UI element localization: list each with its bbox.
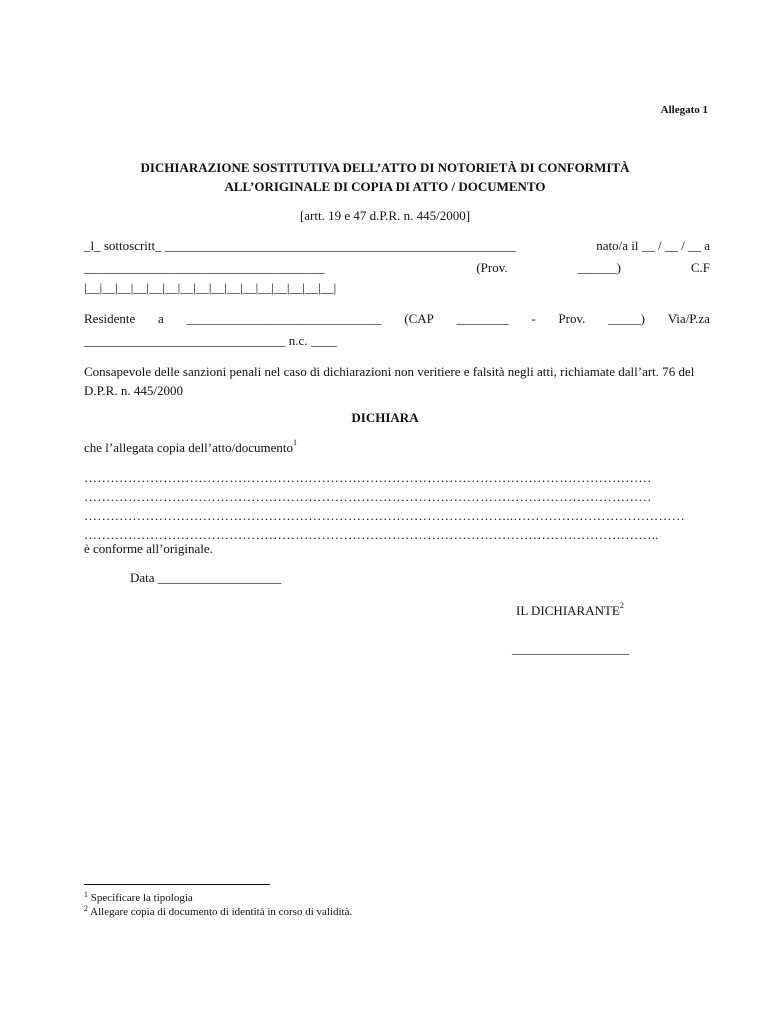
- allegata-copia-text: che l’allegata copia dell’atto/documento: [84, 440, 293, 455]
- luogo-nascita-field[interactable]: _____________________________________: [84, 260, 325, 275]
- dash-separator: -: [531, 311, 536, 326]
- data-field[interactable]: Data ___________________: [130, 570, 282, 585]
- cap-field[interactable]: ________: [456, 311, 509, 326]
- consapevole-paragraph: Consapevole delle sanzioni penali nel caso di dichiarazioni non veritiere e falsità negli atti, richiamate dall’art. 76 del D.P.R. n. 445/2000: [84, 364, 695, 398]
- footnote-2-text: Allegare copia di documento di identità in corso di validità.: [90, 906, 353, 918]
- dichiarante-label-line: [516, 603, 624, 619]
- form-row-sottoscritto: [84, 238, 710, 254]
- footnote-1-text: Specificare la tipologia: [90, 892, 193, 904]
- document-title-line1: DICHIARAZIONE SOSTITUTIVA DELL’ATTO DI NOTORIETÀ DI CONFORMITÀ: [140, 160, 630, 175]
- sottoscritto-field[interactable]: _l_ sottoscritt_ ______________________________________________________: [84, 238, 516, 253]
- allegata-copia-line: [84, 440, 297, 456]
- footnote-divider: [84, 884, 270, 885]
- cf-label: C.F: [690, 260, 710, 275]
- footnote-1-number: 1: [84, 890, 88, 899]
- signature-line[interactable]: __________________: [512, 641, 629, 656]
- indirizzo-field[interactable]: _______________________________ n.c. ____: [84, 333, 337, 348]
- dichiara-heading: DICHIARA: [351, 410, 419, 425]
- via-label: Via/P.za: [667, 311, 710, 326]
- prov-residenza-label: Prov.: [558, 311, 586, 326]
- a-label: a: [158, 311, 164, 326]
- footnote-1: [84, 892, 193, 904]
- form-row-luogo: [84, 260, 710, 276]
- legal-reference: [artt. 19 e 47 d.P.R. n. 445/2000]: [299, 208, 471, 223]
- cap-label: (CAP: [404, 311, 434, 326]
- dotted-line-1[interactable]: …………………………………………………………………………………………………………………: [84, 470, 652, 485]
- allegato-label: Allegato 1: [660, 104, 708, 116]
- prov-residenza-field[interactable]: _____): [608, 311, 645, 326]
- dotted-line-2[interactable]: …………………………………………………………………………………………………………………: [84, 489, 652, 504]
- dichiarante-label: IL DICHIARANTE: [516, 603, 620, 618]
- conforme-text: è conforme all’originale.: [84, 541, 213, 556]
- nato-il-field[interactable]: nato/a il __ / __ / __ a: [596, 238, 710, 253]
- prov-label: (Prov.: [476, 260, 508, 275]
- codice-fiscale-boxes[interactable]: |__|__|__|__|__|__|__|__|__|__|__|__|__|__|__|__|: [84, 280, 337, 295]
- document-title-line2: ALL’ORIGINALE DI COPIA DI ATTO / DOCUMENTO: [224, 179, 546, 194]
- footnote-2: [84, 906, 352, 918]
- comune-residenza-field[interactable]: ______________________________: [186, 311, 382, 326]
- form-row-residenza: [84, 311, 710, 327]
- footnote-ref-2: 2: [619, 601, 624, 610]
- prov-field[interactable]: ______): [577, 260, 621, 275]
- dotted-line-4[interactable]: …………………………………………………………………………………………………………………..: [84, 527, 659, 542]
- residente-label: Residente: [84, 311, 136, 326]
- footnote-2-number: 2: [84, 904, 88, 913]
- dotted-line-3[interactable]: ……………………………………………………………………………………..…………………………………: [84, 508, 685, 523]
- footnote-ref-1: 1: [293, 438, 297, 447]
